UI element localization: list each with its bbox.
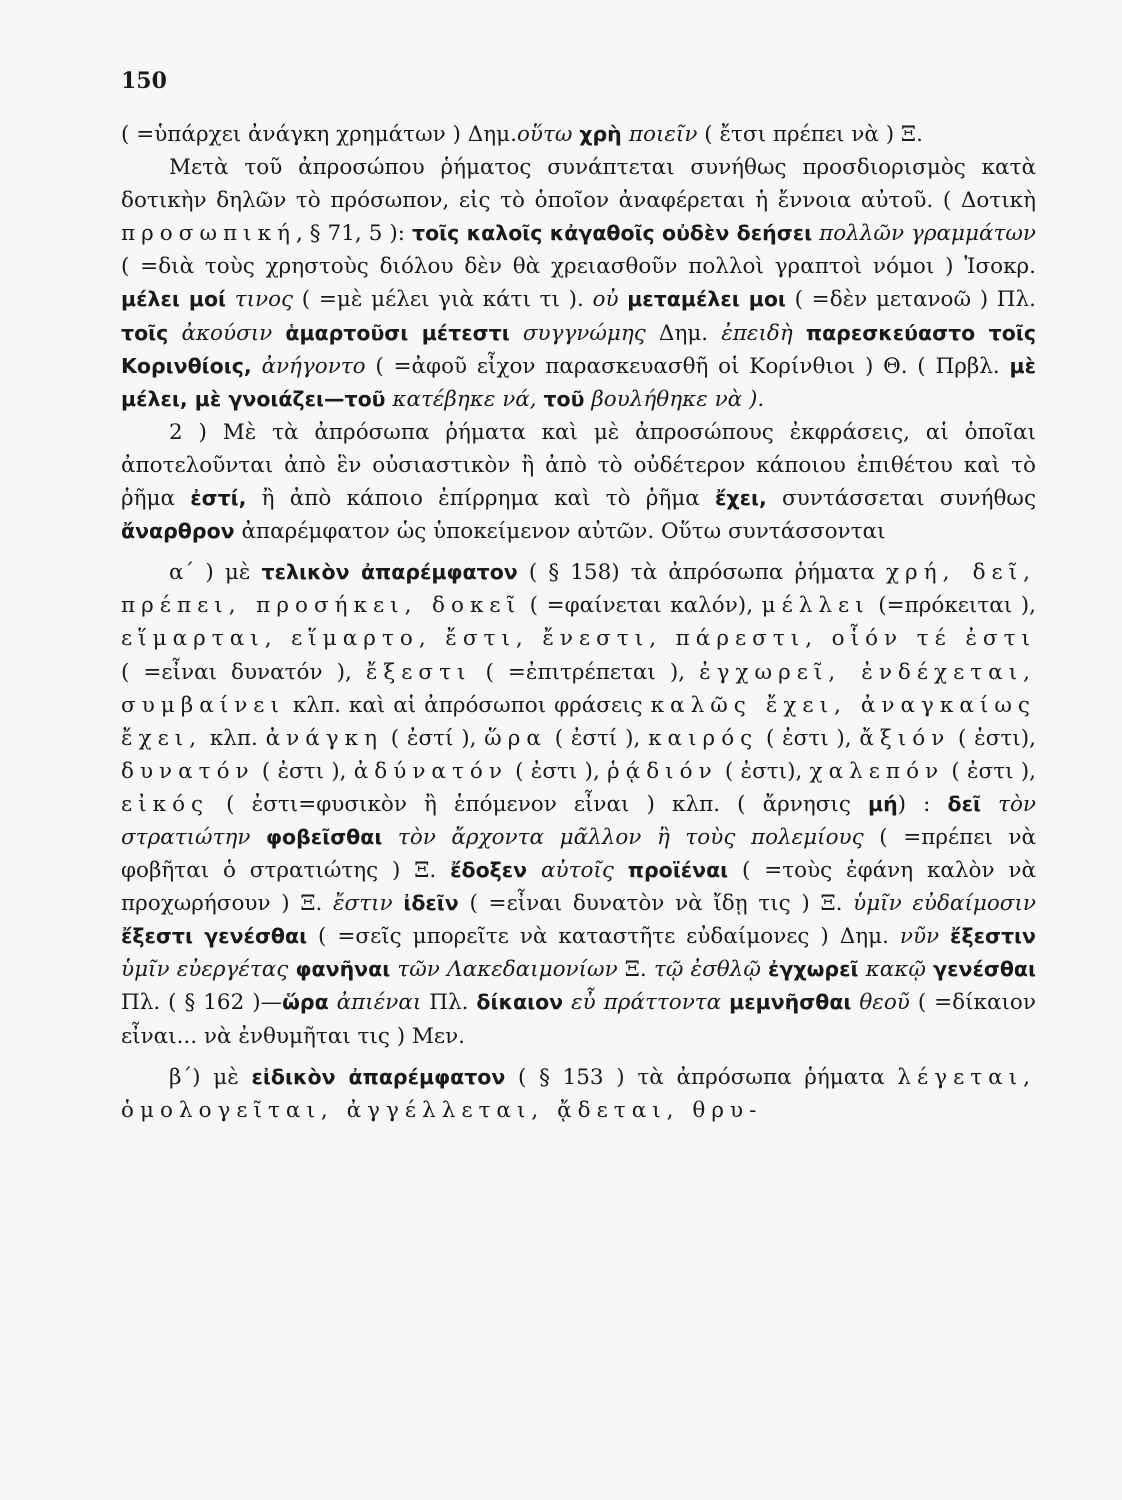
text-run: ( =ἀφοῦ εἶχον παρασκευασθῆ οἱ Κορίνθιοι ) Θ. ( Πρβλ.	[365, 353, 1010, 379]
italic-quote: ὑμῖν εὐδαίμοσιν	[853, 891, 1036, 917]
text-run: ( =μὲ μέλει γιὰ κάτι τι ).	[293, 287, 593, 313]
spaced-term: ἀνάγκη	[265, 725, 384, 751]
text-run: ( ἐστι),	[717, 758, 810, 784]
bold-term: ἔδοξεν	[450, 858, 528, 883]
bold-term: γενέσθαι	[933, 957, 1036, 982]
bold-term: ἔξεστιν	[950, 924, 1036, 949]
text-run: ( § 158) τὰ ἀπρόσωπα ῥήματα	[517, 560, 886, 586]
spaced-term: ἔξεστι	[365, 659, 472, 685]
spaced-term: ῥᾴδιόν	[607, 758, 718, 784]
paragraph	[121, 118, 1036, 151]
bold-term: τοῖς	[121, 320, 169, 345]
paragraph	[121, 1061, 1036, 1127]
text-run: ( =εἶναι δυνατόν ),	[121, 659, 366, 685]
bold-term: ἔχει,	[714, 486, 767, 511]
bold-term: ἄναρθρον	[121, 519, 235, 544]
text-run: ( =τοὺς ἐφάνη καλὸν νὰ προχωρήσουν ) Ξ.	[121, 858, 1036, 917]
body-text	[121, 118, 1036, 1127]
bold-term: δεῖ	[947, 791, 981, 816]
text-run: ( ἔτσι πρέπει νὰ ) Ξ.	[697, 122, 923, 147]
italic-quote: κατέβηκε νά,	[385, 386, 544, 412]
spaced-term: ὥρα	[484, 725, 547, 751]
text-run: κλπ. καὶ αἱ ἀπρόσωποι φράσεις	[284, 692, 651, 718]
paragraph	[121, 151, 1036, 416]
italic-quote: τὸν στρατιώτην	[121, 791, 1036, 850]
italic-quote: νῦν	[899, 924, 951, 950]
text-run: ( ἐστι ),	[944, 758, 1036, 784]
text-run: συντάσσεται συνήθως	[766, 486, 1036, 512]
italic-quote: αὐτοῖς	[527, 858, 628, 884]
spaced-term: ἄξιόν	[859, 725, 951, 751]
bold-term: τελικὸν ἀπαρέμφατον	[261, 560, 518, 585]
text-run: (=πρόκειται ),	[869, 593, 1036, 619]
page-number: 150	[121, 68, 167, 94]
text-run: κλπ.	[202, 725, 266, 751]
spaced-term: εἰκός	[121, 791, 210, 817]
spaced-term: καιρός	[648, 725, 759, 751]
spaced-term: ἐγχωρεῖ, ἐνδέχεται, συμβαίνει	[121, 659, 1037, 718]
text-run: Ξ.	[617, 957, 654, 983]
spaced-term: καλῶς ἔχει, ἀναγκαίως ἔχει,	[121, 692, 1036, 751]
italic-quote: ποιεῖν	[628, 122, 698, 147]
italic-quote: θεοῦ	[851, 990, 910, 1016]
text-run: , § 71, 5 ):	[295, 221, 412, 247]
bold-term: μέλει μοί	[121, 287, 227, 312]
text-run: ( ἐστι ),	[507, 758, 608, 784]
text-run: ( =διὰ τοὺς χρηστοὺς διόλου δὲν θὰ χρειασθοῦν πολλοὶ γραπτοὶ νόμοι ) Ἰσοκρ.	[121, 254, 1036, 280]
italic-quote: οὕτω	[516, 122, 580, 147]
text-run: ( =δίκαιον εἶναι... νὰ ἐνθυμῆται τις ) Μεν.	[121, 990, 1036, 1049]
text-run: ( ἐστί ),	[383, 725, 485, 751]
spaced-term: εἵμαρται, εἵμαρτο, ἔστι, ἔνεστι, πάρεστι, οἷόν τέ ἐστι	[121, 626, 1036, 652]
bold-term: τοῦ	[543, 386, 585, 411]
italic-quote: ἀκούσιν	[168, 320, 286, 346]
spaced-term: μέλλει	[761, 593, 870, 619]
text-run: α΄ ) μὲ	[169, 560, 262, 586]
bold-term: εἰδικὸν ἀπαρέμφατον	[251, 1064, 506, 1089]
bold-term: παρεσκεύαστο τοῖς Κορινθίοις,	[121, 320, 1036, 378]
text-run: ( =δὲν μετανοῶ ) Πλ.	[785, 287, 1036, 313]
text-run: ( § 153 ) τὰ ἀπρόσωπα ῥήματα	[505, 1064, 898, 1090]
italic-quote: τὸν ἄρχοντα μᾶλλον ἢ τοὺς πολεμίους	[382, 824, 864, 850]
text-run: ( ἐστι ),	[758, 725, 860, 751]
text-run: Μετὰ τοῦ ἀπροσώπου ῥήματος συνάπτεται συνήθως προσδιορισμὸς κατὰ δοτικὴν δηλῶν τὸ πρόσωπον, εἰς τὸ ὁποῖον ἀναφέρεται ἡ ἔννοια αὐτοῦ. ( Δοτικὴ	[121, 155, 1036, 214]
bold-term: ὥρα	[282, 990, 329, 1015]
bold-term: μεταμέλει μοι	[627, 287, 786, 312]
italic-quote: τῶν Λακεδαιμονίων	[390, 957, 618, 983]
text-run: ( ἐστι ),	[254, 758, 354, 784]
spaced-term: χρή, δεῖ, πρέπει, προσήκει, δοκεῖ	[121, 560, 1036, 619]
bold-term: δίκαιον	[476, 990, 564, 1015]
text-run: ( ἐστί ),	[546, 725, 649, 751]
text-run: ( =εἶναι δυνατὸν νὰ ἴδῃ τις ) Ξ.	[458, 891, 854, 917]
italic-quote: ἀνήγοντο	[251, 353, 366, 379]
paragraph	[121, 416, 1036, 548]
bold-term: φανῆναι	[295, 957, 391, 982]
bold-term: μεμνῆσθαι	[729, 990, 852, 1015]
text-run: ( =ὑπάρχει ἀνάγκη χρημάτων ) Δημ.	[121, 122, 517, 147]
bold-term: φοβεῖσθαι	[266, 824, 383, 849]
text-run: β΄) μὲ	[169, 1064, 252, 1090]
bold-term: ἔξεστι γενέσθαι	[121, 924, 308, 949]
bold-term: μὲ μέλει, μὲ γνοιάζει—τοῦ	[121, 353, 1036, 411]
italic-quote: ἀπιέναι	[328, 990, 422, 1016]
italic-quote: ἐπειδὴ	[721, 320, 806, 346]
bold-term: τοῖς καλοῖς κἀγαθοῖς οὐδὲν δεήσει	[411, 221, 813, 246]
text-run: Πλ.	[421, 990, 477, 1016]
italic-quote: πολλῶν γραμμάτων	[812, 221, 1036, 247]
text-run: ( ἐστι),	[950, 725, 1036, 751]
italic-quote: τῷ ἐσθλῷ	[653, 957, 769, 983]
text-run: ( =φαίνεται καλόν),	[521, 593, 762, 619]
text-run: 2 ) Μὲ τὰ ἀπρόσωπα ῥήματα καὶ μὲ ἀπροσώπους ἐκφράσεις, αἱ ὁποῖαι ἀποτελοῦνται ἀπὸ ἓν οὐσιαστικὸν ἢ ἀπὸ τὸ οὐδέτερον κάποιου ἐπιθέτου καὶ τὸ ῥῆμα	[121, 419, 1036, 512]
italic-quote: τινος	[226, 287, 294, 313]
spaced-term: προσωπική	[121, 221, 296, 247]
bold-term: μή	[867, 791, 898, 816]
bold-term: ἐστί,	[190, 486, 247, 511]
italic-quote: οὐ	[592, 287, 628, 313]
spaced-term: χαλεπόν	[809, 758, 945, 784]
spaced-term: λέγεται, ὁμολογεῖται, ἀγγέλλεται, ᾄδεται, θρυ-	[121, 1064, 1036, 1123]
spaced-term: δυνατόν	[121, 758, 255, 784]
text-run: ἢ ἀπὸ κάποιο ἐπίρρημα καὶ τὸ ῥῆμα	[246, 486, 715, 512]
text-run: ( ἐστι=φυσικὸν ἢ ἑπόμενον εἶναι ) κλπ. ( ἄρνησις	[209, 791, 868, 817]
italic-quote: ὑμῖν εὐεργέτας	[121, 957, 296, 983]
italic-quote: βουλήθηκε νὰ ).	[584, 386, 765, 412]
italic-quote: ἔστιν	[333, 891, 404, 917]
paragraph	[121, 556, 1036, 1052]
spaced-term: ἀδύνατόν	[353, 758, 508, 784]
bold-term: ἁμαρτοῦσι μέτεστι	[285, 320, 510, 345]
text-run: ( =πρέπει νὰ φοβῆται ὁ στρατιώτης ) Ξ.	[121, 824, 1036, 884]
italic-quote: κακῷ	[858, 957, 934, 983]
bold-term: ἰδεῖν	[403, 891, 459, 916]
bold-term: προϊέναι	[627, 858, 729, 883]
text-run: ( =ἐπιτρέπεται ),	[471, 659, 700, 685]
italic-quote: συγγνώμης	[509, 320, 646, 346]
text-run: ) :	[897, 791, 948, 817]
text-run: ἀπαρέμφατον ὡς ὑποκείμενον αὐτῶν. Οὕτω συντάσσονται	[234, 519, 886, 545]
bold-term: χρὴ	[579, 122, 629, 146]
text-run: Πλ. ( § 162 )—	[121, 990, 283, 1016]
text-run: ( =σεῖς μπορεῖτε νὰ καταστῆτε εὐδαίμονες ) Δημ.	[307, 924, 900, 950]
bold-term: ἐγχωρεῖ	[768, 957, 859, 982]
text-run: Δημ.	[645, 320, 722, 346]
italic-quote: εὖ πράττοντα	[563, 990, 730, 1016]
